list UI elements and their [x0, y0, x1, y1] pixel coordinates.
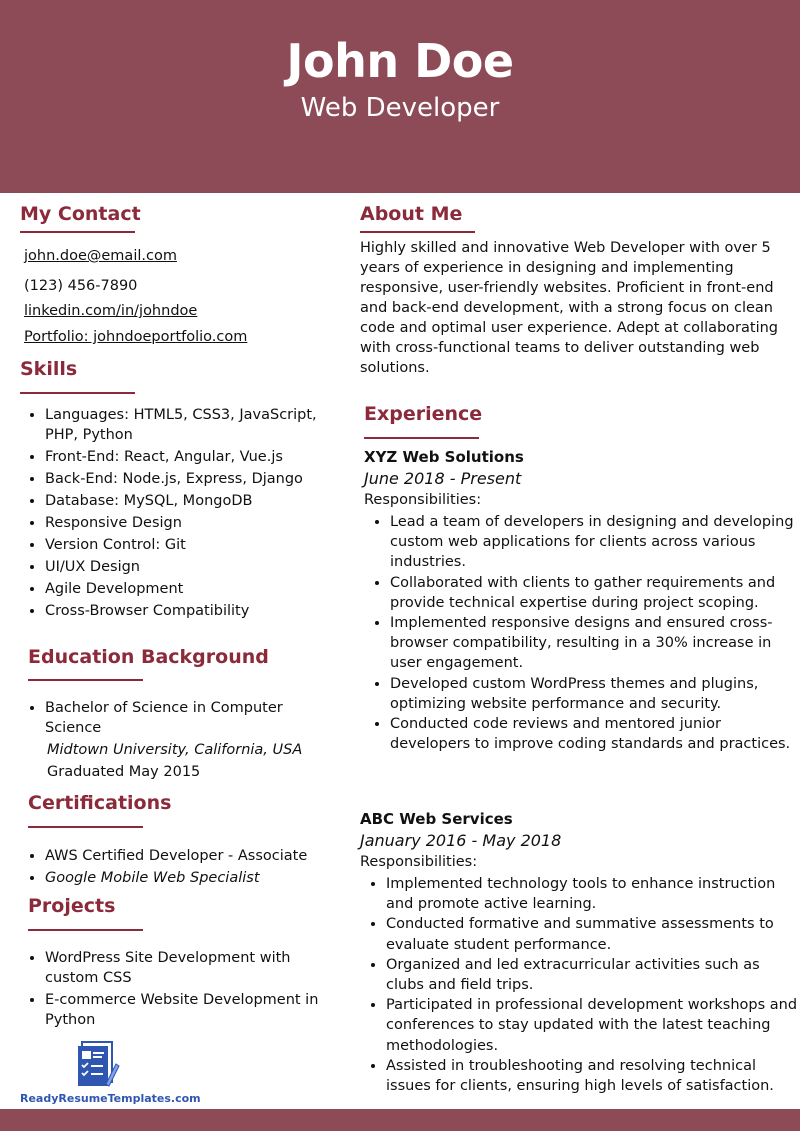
education-graduated: Graduated May 2015 [47, 764, 201, 780]
job-bullet: • Collaborated with clients to gather requirements and provide technical expertise during project scoping. [390, 573, 795, 613]
projects-heading: Projects [28, 895, 116, 917]
job-bullet: • Implemented technology tools to enhance instruction and promote active learning. [386, 874, 800, 914]
skill-item: • Front-End: React, Angular, Vue.js [45, 447, 335, 467]
education-degree: • Bachelor of Science in Computer Science [45, 698, 325, 738]
candidate-name: John Doe [286, 34, 514, 88]
about-heading: About Me [360, 203, 463, 225]
projects-divider [28, 929, 143, 931]
skill-item: • Back-End: Node.js, Express, Django [45, 469, 335, 489]
footer-bar [0, 1109, 800, 1131]
job-bullets [360, 874, 800, 1096]
certifications-divider [28, 826, 143, 828]
education-heading: Education Background [28, 646, 269, 668]
job-bullet: • Implemented responsive designs and ensured cross-browser compatibility, resulting in a 30% increase in user engagement. [390, 613, 795, 674]
job-company: ABC Web Services [360, 810, 513, 828]
document-logo-icon [78, 1040, 120, 1090]
certifications-list [24, 846, 345, 890]
contact-email[interactable]: john.doe@email.com [24, 248, 177, 264]
skill-item: • Languages: HTML5, CSS3, JavaScript, PHP, Python [45, 405, 335, 445]
job-responsibilities-label: Responsibilities: [364, 492, 482, 508]
education-divider [28, 679, 143, 681]
skill-item: • Version Control: Git [45, 535, 335, 555]
education-list [24, 698, 325, 740]
resume-header [0, 0, 800, 193]
job-dates: January 2016 - May 2018 [360, 831, 562, 850]
job-bullet: • Conducted code reviews and mentored junior developers to improve coding standards and practices. [390, 714, 795, 754]
job-bullet: • Participated in professional development workshops and conferences to stay updated with the latest teaching methodologies. [386, 995, 800, 1056]
skills-heading: Skills [20, 358, 78, 380]
skills-list [24, 405, 335, 623]
certifications-heading: Certifications [28, 792, 172, 814]
skills-divider [20, 392, 135, 394]
job-bullet: • Lead a team of developers in designing and developing custom web applications for clients across various industries. [390, 512, 795, 573]
job-dates: June 2018 - Present [364, 469, 522, 488]
job-responsibilities-label: Responsibilities: [360, 854, 478, 870]
skill-item: • Responsive Design [45, 513, 335, 533]
certification-item: • AWS Certified Developer - Associate [45, 846, 345, 866]
project-item: • E-commerce Website Development in Python [45, 990, 345, 1030]
job-bullet: • Conducted formative and summative assessments to evaluate student performance. [386, 914, 800, 954]
skill-item: • Database: MySQL, MongoDB [45, 491, 335, 511]
skill-item: • UI/UX Design [45, 557, 335, 577]
job-bullet: • Organized and led extracurricular activities such as clubs and field trips. [386, 955, 800, 995]
skill-item: • Cross-Browser Compatibility [45, 601, 335, 621]
experience-divider [364, 437, 479, 439]
certification-item: • Google Mobile Web Specialist [45, 868, 345, 888]
about-divider [360, 231, 475, 233]
job-company: XYZ Web Solutions [364, 448, 524, 466]
job-bullets [364, 512, 795, 754]
brand-text[interactable]: ReadyResumeTemplates.com [20, 1092, 201, 1105]
project-item: • WordPress Site Development with custom CSS [45, 948, 345, 988]
projects-list [24, 948, 345, 1032]
about-text: Highly skilled and innovative Web Developer with over 5 years of experience in designing and implementing responsive, user-friendly websites. Proficient in front-end and back-end development, with a strong focus on clean code and optimal user experience. Adept at collaborating with cross-functional teams to deliver outstanding web solutions. [360, 240, 779, 376]
education-school: Midtown University, California, USA [47, 742, 303, 758]
contact-heading: My Contact [20, 203, 141, 225]
contact-phone: (123) 456-7890 [24, 278, 138, 294]
contact-divider [20, 231, 135, 233]
skill-item: • Agile Development [45, 579, 335, 599]
job-bullet: • Assisted in troubleshooting and resolving technical issues for clients, ensuring high levels of satisfaction. [386, 1056, 800, 1096]
contact-linkedin[interactable]: linkedin.com/in/johndoe [24, 303, 198, 319]
candidate-title: Web Developer [300, 93, 500, 123]
contact-portfolio[interactable]: Portfolio: johndoeportfolio.com [24, 329, 248, 345]
job-bullet: • Developed custom WordPress themes and plugins, optimizing website performance and security. [390, 674, 795, 714]
experience-heading: Experience [364, 403, 483, 425]
